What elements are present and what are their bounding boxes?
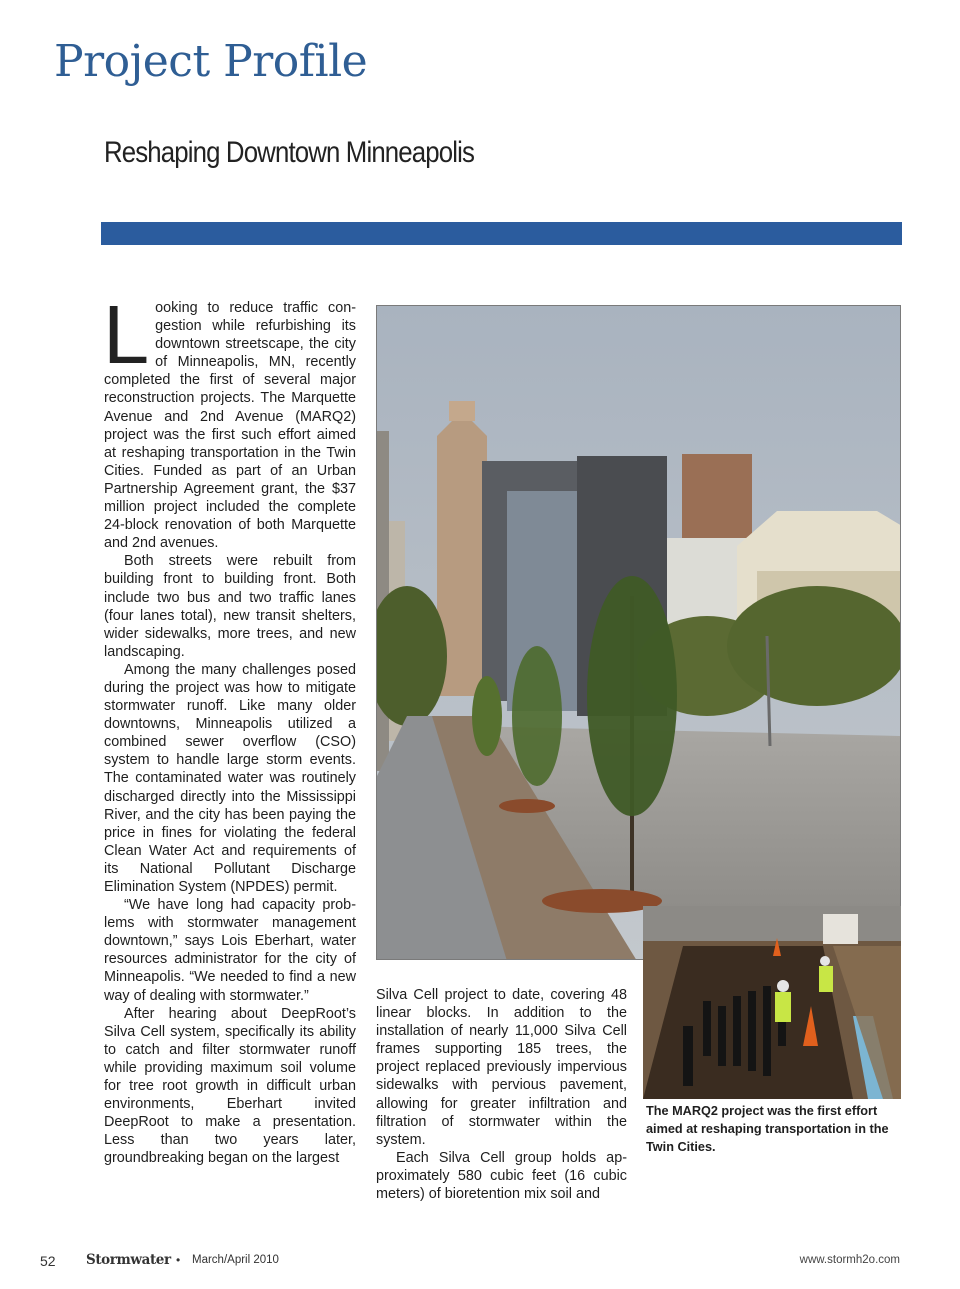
article-paragraph: “We have long had capacity problems with stormwater management downtown,” says Lois Eberhart, water resources administrator for the city of Minneapolis. “We needed to find a new way of dealing with stormwater.”: [104, 897, 356, 1004]
footer-bullet: •: [176, 1253, 181, 1267]
article-headline: Reshaping Downtown Minneapolis: [104, 136, 475, 169]
paragraph-text: ooking to reduce traffic congestion while refurbishing its downtown streetscape, the city of Minneapolis, MN, recently completed the first of several major reconstruction projects. The Marquette Avenue and 2nd Avenue (MARQ2) project was the first such effort aimed at reshaping transportation in the Twin Cities. Funded as part of an Urban Partnership Agreement grant, the $37 million project included the complete 24-block renovation of both Marquette and 2nd avenues.: [104, 300, 356, 552]
article-paragraph: Among the many challenges posed during the project was how to mitigate stormwater runoff. Like many older downtowns, Minneapolis utilized a combined sewer overflow (CSO) system to handle large storm events. The contaminated water was routinely discharged directly into the Mississippi River, and the city has been paying the price in fines for violating the federal Clean Water Act and requirements of its National Pollutant Discharge Elimination System (NPDES) permit.: [104, 661, 356, 895]
accent-bar: [101, 222, 902, 245]
issue-date: March/April 2010: [192, 1254, 279, 1266]
construction-photo: [643, 906, 901, 1099]
article-paragraph: Both streets were rebuilt from building front to building front. Both include two bus and two traffic lanes (four lanes total), new transit shelters, wider sidewalks, more trees, and new landscaping.: [104, 553, 356, 660]
page-footer: [0, 1253, 960, 1273]
magazine-name: Stormwater: [86, 1252, 171, 1268]
page-number: 52: [40, 1253, 56, 1269]
article-paragraph: After hearing about DeepRoot’s Silva Cell system, specifically its ability to catch and filter stormwater runoff while providing maximum soil volume for tree root growth in difficult urban environments, Eberhart invited DeepRoot to make a presentation. Less than two years later, groundbreaking began on the largest: [104, 1005, 356, 1167]
website-url[interactable]: www.stormh2o.com: [799, 1254, 900, 1266]
article-paragraph: Silva Cell project to date, covering 48 linear blocks. In addition to the installation of nearly 11,000 Silva Cell frames supporting 185 trees, the project replaced previously impervious sidewalks with pervious pavement, allowing for greater infiltration and filtration of stormwater within the system.: [376, 987, 627, 1148]
photo-caption: The MARQ2 project was the first effort aimed at reshaping transportation in the Twin Cities.: [646, 1104, 889, 1154]
skyline-photo: [376, 305, 901, 960]
section-title: Project Profile: [54, 36, 368, 87]
article-paragraph: Each Silva Cell group holds approximately 580 cubic feet (16 cubic meters) of bioretention mix soil and: [376, 1149, 627, 1203]
drop-cap: L: [103, 288, 150, 381]
article-paragraph: [103, 288, 356, 552]
article-column-2: [376, 986, 627, 1203]
article-column-1: [103, 288, 356, 1168]
